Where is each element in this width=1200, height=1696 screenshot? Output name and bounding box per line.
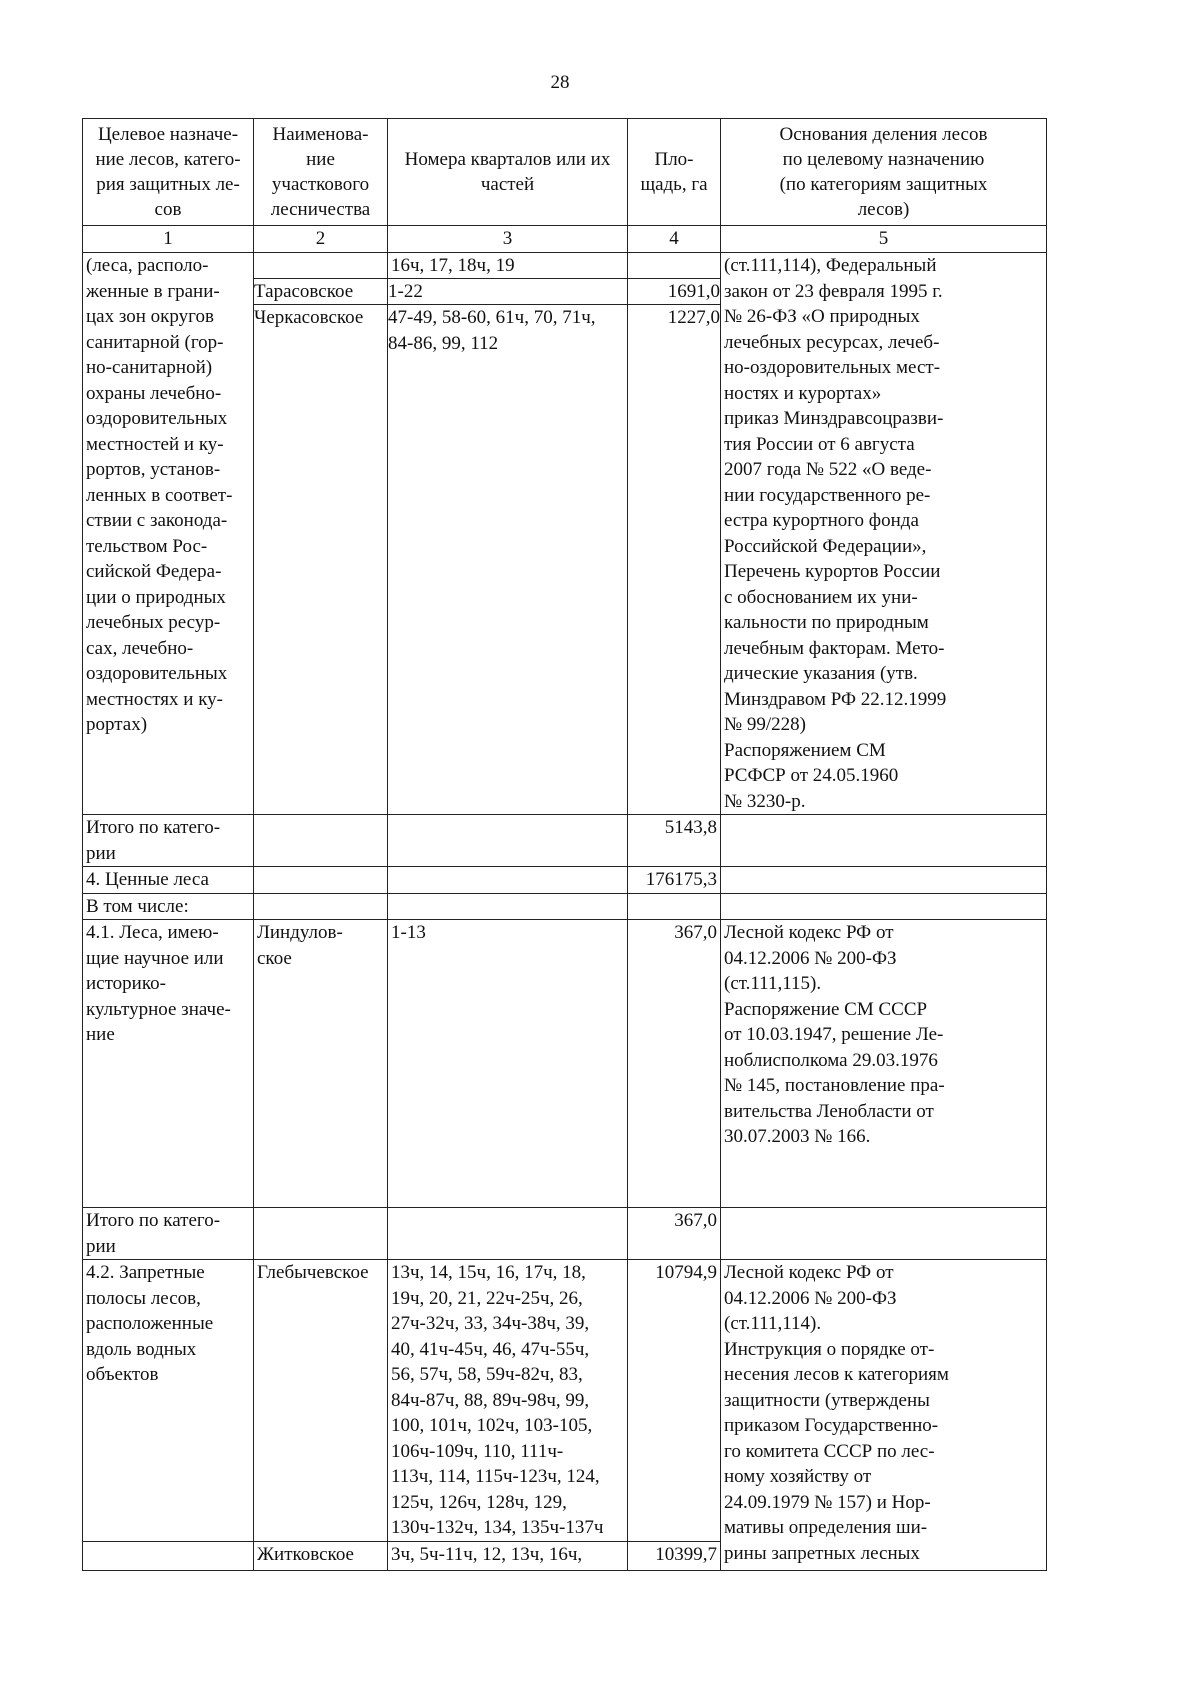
quarters-cell: 3ч, 5ч-11ч, 12, 13ч, 16ч,: [388, 1541, 628, 1570]
district-cell: Глебычевское: [254, 1260, 388, 1542]
table-row-total: [83, 1208, 1047, 1260]
total-area: 5143,8: [628, 815, 721, 867]
area-value: 1227,0: [628, 304, 721, 331]
empty-cell: [721, 815, 1047, 867]
empty-cell: [254, 1208, 388, 1260]
basis-cell: Лесной кодекс РФ от 04.12.2006 № 200-ФЗ (ст.111,114). Инструкция о порядке от- несения лесов к категориям защитности (утверждены приказом Государственно- го комитета СССР по лес- ному хозяйству от 24.09.1979 № 157) и Нор- мативы определения ши- рины запретных лесных: [721, 1260, 1047, 1571]
table-row: [83, 920, 1047, 1208]
empty-cell: [388, 1208, 628, 1260]
empty-cell: [83, 1541, 254, 1570]
district-cell: Линдулов- ское: [254, 920, 388, 1208]
empty-cell: [388, 867, 628, 894]
header-area: Пло- щадь, га: [628, 119, 721, 226]
table-row: [83, 1260, 1047, 1542]
table-row: [83, 253, 1047, 815]
category-area: 176175,3: [628, 867, 721, 894]
forest-purpose-table: [82, 118, 1047, 1571]
quarters-cell: 13ч, 14, 15ч, 16, 17ч, 18, 19ч, 20, 21, 22ч-25ч, 26, 27ч-32ч, 33, 34ч-38ч, 39, 40, 41ч-45ч, 46, 47ч-55ч, 56, 57ч, 58, 59ч-82ч, 83, 84ч-87ч, 88, 89ч-98ч, 99, 100, 101ч, 102ч, 103-105, 106ч-109ч, 110, 111ч- 113ч, 114, 115ч-123ч, 124, 125ч, 126ч, 128ч, 129, 130ч-132ч, 134, 135ч-137ч: [388, 1260, 628, 1542]
table-row-total: [83, 815, 1047, 867]
column-number: 4: [628, 226, 721, 253]
column-number-row: [83, 226, 1047, 253]
column-number: 5: [721, 226, 1047, 253]
empty-cell: [721, 1208, 1047, 1260]
area-empty: [628, 253, 720, 278]
category-label: 4. Ценные леса: [83, 867, 254, 894]
district-name: Тарасовское: [254, 278, 388, 304]
column-number: 2: [254, 226, 388, 253]
quarters-value: 16ч, 17, 18ч, 19: [391, 255, 515, 276]
including-label: В том числе:: [83, 893, 254, 920]
district-cell: [254, 253, 388, 815]
table-row: [83, 893, 1047, 920]
quarters-value: 1-22: [388, 278, 628, 304]
purpose-cell: (леса, располо- женные в грани- цах зон округов санитарной (гор- но-санитарной) охраны лечебно- оздоровительных местностей и ку- рортов, установ- ленных в соответ- ствии с законода- тельством Рос- сийской Федера- ции о природных лечебных ресур- сах, лечебно- оздоровительных местностях и ку- рортах): [83, 253, 254, 815]
header-purpose: Целевое назначе- ние лесов, катего- рия защитных ле- сов: [83, 119, 254, 226]
basis-cell: (ст.111,114), Федеральный закон от 23 февраля 1995 г. № 26-ФЗ «О природных лечебных ресурсах, лечеб- но-оздоровительных мест- ностях и курортах» приказ Минздравсоцразви- тия России от 6 августа 2007 года № 522 «О веде- нии государственного ре- естра курортного фонда Российской Федерации», Перечень курортов России с обоснованием их уни- кальности по природным лечебным факторам. Мето- дические указания (утв. Минздравом РФ 22.12.1999 № 99/228) Распоряжением СМ РСФСР от 24.05.1960 № 3230-р.: [721, 253, 1047, 815]
empty-cell: [388, 893, 628, 920]
quarters-cell: [388, 253, 628, 815]
purpose-cell: 4.1. Леса, имею- щие научное или историко- культурное значе- ние: [83, 920, 254, 1208]
area-cell: [628, 253, 721, 815]
total-label: Итого по катего- рии: [83, 1208, 254, 1260]
purpose-cell: 4.2. Запретные полосы лесов, расположенные вдоль водных объектов: [83, 1260, 254, 1542]
table-row: [83, 867, 1047, 894]
area-cell: 10794,9: [628, 1260, 721, 1542]
empty-cell: [388, 815, 628, 867]
quarters-cell: 1-13: [388, 920, 628, 1208]
district-cell: Житковское: [254, 1541, 388, 1570]
column-number: 3: [388, 226, 628, 253]
page-number: 28: [550, 72, 570, 93]
area-cell: 10399,7: [628, 1541, 721, 1570]
total-area: 367,0: [628, 1208, 721, 1260]
empty-cell: [721, 893, 1047, 920]
empty-cell: [254, 893, 388, 920]
area-value: 1691,0: [628, 278, 721, 304]
total-label: Итого по катего- рии: [83, 815, 254, 867]
empty-cell: [628, 893, 721, 920]
basis-cell: Лесной кодекс РФ от 04.12.2006 № 200-ФЗ (ст.111,115). Распоряжение СМ СССР от 10.03.1947, решение Ле- ноблисполкома 29.03.1976 № 145, постановление пра- вительства Ленобласти от 30.07.2003 № 166.: [721, 920, 1047, 1208]
header-district: Наименова- ние участкового лесничества: [254, 119, 388, 226]
header-quarters: Номера кварталов или их частей: [388, 119, 628, 226]
header-basis: Основания деления лесов по целевому назначению (по категориям защитных лесов): [721, 119, 1047, 226]
column-number: 1: [83, 226, 254, 253]
empty-cell: [254, 815, 388, 867]
quarters-value: 47-49, 58-60, 61ч, 70, 71ч, 84-86, 99, 112: [388, 304, 628, 356]
empty-cell: [721, 867, 1047, 894]
area-cell: 367,0: [628, 920, 721, 1208]
empty-cell: [254, 867, 388, 894]
district-empty: [254, 253, 387, 278]
district-name: Черкасовское: [254, 304, 388, 331]
header-row: [83, 119, 1047, 226]
